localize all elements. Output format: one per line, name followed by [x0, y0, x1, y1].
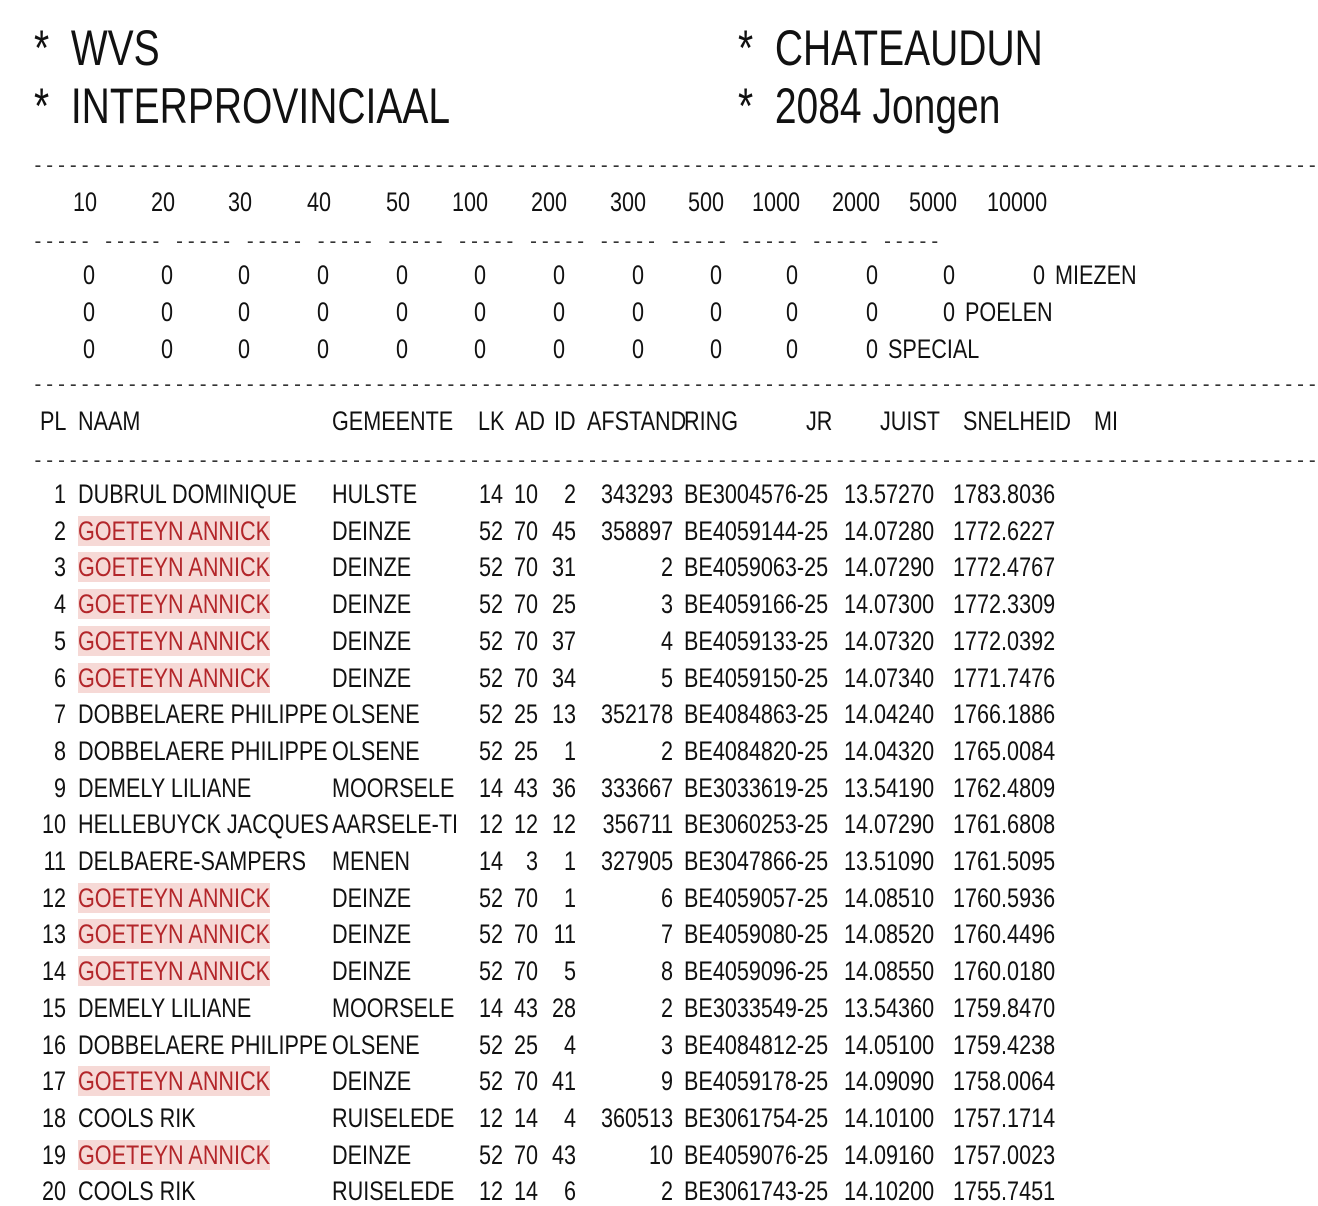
cell-id: 41 [551, 1066, 576, 1096]
cell-afstand: 2 [660, 736, 673, 766]
cell-id: 36 [551, 773, 576, 803]
cell-juist: 14.04240 [844, 699, 935, 729]
cell-snelheid: 1762.4809 [953, 773, 1056, 803]
cell-ring: BE4059096-25 [684, 956, 829, 986]
cell-pl: 16 [41, 1030, 66, 1060]
cell-naam: DEMELY LILIANE [78, 993, 252, 1023]
cell-naam: GOETEYN ANNICK [78, 552, 271, 582]
stake-value: 0 [82, 260, 95, 290]
cell-afstand: 4 [660, 626, 673, 656]
cell-snelheid: 1765.0084 [953, 736, 1056, 766]
stake-value: 0 [865, 297, 878, 327]
cell-afstand: 3 [660, 589, 673, 619]
cell-ring: BE3061754-25 [684, 1103, 829, 1133]
cell-naam: COOLS RIK [78, 1176, 196, 1206]
separator-header-top: ------------------------------------------------------------------------------------------------------------- [32, 372, 1318, 396]
cell-ring: BE4084820-25 [684, 736, 829, 766]
stake-value: 0 [473, 334, 486, 364]
cell-lk: 52 [479, 919, 504, 949]
cell-id: 6 [563, 1176, 576, 1206]
stake-header: 500 [687, 187, 724, 217]
cell-naam: GOETEYN ANNICK [78, 626, 271, 656]
cell-naam: GOETEYN ANNICK [78, 956, 271, 986]
cell-ring: BE4059133-25 [684, 626, 829, 656]
col-snelheid: SNELHEID [963, 406, 1072, 436]
cell-ad: 70 [513, 1066, 538, 1096]
cell-pl: 8 [53, 736, 66, 766]
stake-value: 0 [1032, 260, 1045, 290]
cell-gemeente: OLSENE [332, 736, 420, 766]
stake-row-label: POELEN [965, 297, 1053, 327]
separator-top: ------------------------------------------------------------------------------------------------------------- [32, 153, 1318, 177]
cell-ad: 70 [513, 1140, 538, 1170]
cell-gemeente: DEINZE [332, 883, 412, 913]
stake-value: 0 [631, 334, 644, 364]
cell-ad: 12 [513, 809, 538, 839]
cell-pl: 10 [41, 809, 66, 839]
cell-gemeente: OLSENE [332, 699, 420, 729]
cell-ring: BE3047866-25 [684, 846, 829, 876]
cell-id: 11 [553, 919, 576, 949]
cell-juist: 14.08520 [844, 919, 935, 949]
stake-value: 0 [709, 334, 722, 364]
cell-juist: 13.51090 [844, 846, 935, 876]
cell-ad: 43 [513, 993, 538, 1023]
cell-ring: BE3033549-25 [684, 993, 829, 1023]
cell-gemeente: OLSENE [332, 1030, 420, 1060]
cell-juist: 14.07320 [844, 626, 935, 656]
stake-value: 0 [785, 297, 798, 327]
separator-stakes: ----- ----- ----- ----- ----- ----- ----- ----- ----- ----- ----- ----- ----- [32, 229, 941, 253]
cell-snelheid: 1759.8470 [953, 993, 1056, 1023]
cell-pl: 19 [41, 1140, 66, 1170]
cell-snelheid: 1766.1886 [953, 699, 1056, 729]
cell-afstand: 10 [648, 1140, 673, 1170]
cell-naam: DEMELY LILIANE [78, 773, 252, 803]
cell-naam: GOETEYN ANNICK [78, 1140, 271, 1170]
cell-id: 1 [563, 736, 576, 766]
stake-value: 0 [82, 297, 95, 327]
cell-ad: 25 [513, 699, 538, 729]
stake-header: 40 [306, 187, 331, 217]
cell-id: 1 [563, 883, 576, 913]
cell-pl: 5 [53, 626, 66, 656]
cell-ad: 14 [513, 1176, 538, 1206]
cell-snelheid: 1760.4496 [953, 919, 1056, 949]
cell-ring: BE4059166-25 [684, 589, 829, 619]
cell-lk: 52 [479, 699, 504, 729]
cell-gemeente: MOORSELE [332, 773, 455, 803]
stake-value: 0 [316, 260, 329, 290]
stake-value: 0 [473, 297, 486, 327]
cell-naam: GOETEYN ANNICK [78, 1066, 271, 1096]
cell-pl: 3 [53, 552, 66, 582]
cell-lk: 52 [479, 736, 504, 766]
cell-ad: 70 [513, 663, 538, 693]
cell-ring: BE3004576-25 [684, 479, 829, 509]
cell-pl: 20 [41, 1176, 66, 1206]
cell-snelheid: 1755.7451 [953, 1176, 1056, 1206]
cell-naam: DELBAERE-SAMPERS [78, 846, 307, 876]
cell-pl: 2 [53, 516, 66, 546]
stake-value: 0 [160, 334, 173, 364]
cell-lk: 12 [479, 809, 504, 839]
col-jr: JR [806, 406, 833, 436]
cell-lk: 14 [479, 773, 504, 803]
stake-value: 0 [237, 260, 250, 290]
cell-pl: 17 [41, 1066, 66, 1096]
cell-ring: BE3060253-25 [684, 809, 829, 839]
cell-juist: 13.57270 [844, 479, 935, 509]
cell-snelheid: 1761.5095 [953, 846, 1056, 876]
cell-afstand: 343293 [600, 479, 673, 509]
cell-lk: 52 [479, 589, 504, 619]
col-id: ID [554, 406, 576, 436]
stake-value: 0 [237, 334, 250, 364]
col-naam: NAAM [78, 406, 141, 436]
cell-ring: BE4059057-25 [684, 883, 829, 913]
cell-naam: COOLS RIK [78, 1103, 196, 1133]
cell-lk: 52 [479, 883, 504, 913]
cell-gemeente: MENEN [332, 846, 411, 876]
cell-afstand: 7 [660, 919, 673, 949]
cell-afstand: 2 [660, 1176, 673, 1206]
cell-afstand: 2 [660, 993, 673, 1023]
cell-afstand: 2 [660, 552, 673, 582]
cell-lk: 14 [479, 993, 504, 1023]
col-gemeente: GEMEENTE [332, 406, 454, 436]
cell-afstand: 352178 [600, 699, 673, 729]
cell-juist: 13.54360 [844, 993, 935, 1023]
cell-snelheid: 1772.3309 [953, 589, 1056, 619]
cell-juist: 14.07290 [844, 809, 935, 839]
col-ad: AD [515, 406, 546, 436]
cell-ad: 70 [513, 552, 538, 582]
cell-gemeente: MOORSELE [332, 993, 455, 1023]
cell-juist: 14.04320 [844, 736, 935, 766]
col-pl: PL [40, 406, 67, 436]
stake-value: 0 [473, 260, 486, 290]
cell-ad: 70 [513, 516, 538, 546]
cell-ad: 25 [513, 1030, 538, 1060]
cell-lk: 12 [479, 1176, 504, 1206]
cell-id: 37 [551, 626, 576, 656]
cell-snelheid: 1760.5936 [953, 883, 1056, 913]
cell-ad: 3 [525, 846, 538, 876]
cell-afstand: 9 [660, 1066, 673, 1096]
cell-ad: 70 [513, 919, 538, 949]
cell-id: 4 [563, 1030, 576, 1060]
stake-value: 0 [865, 334, 878, 364]
cell-id: 2 [563, 479, 576, 509]
cell-lk: 52 [479, 1140, 504, 1170]
cell-snelheid: 1783.8036 [953, 479, 1056, 509]
cell-juist: 14.07280 [844, 516, 935, 546]
cell-snelheid: 1772.4767 [953, 552, 1056, 582]
cell-ring: BE4059076-25 [684, 1140, 829, 1170]
cell-snelheid: 1757.1714 [953, 1103, 1056, 1133]
cell-juist: 14.05100 [844, 1030, 935, 1060]
separator-header-bottom: ------------------------------------------------------------------------------------------------------------- [32, 448, 1318, 472]
cell-afstand: 6 [660, 883, 673, 913]
cell-id: 45 [551, 516, 576, 546]
cell-gemeente: DEINZE [332, 956, 412, 986]
stake-value: 0 [395, 334, 408, 364]
cell-id: 4 [563, 1103, 576, 1133]
cell-ad: 70 [513, 883, 538, 913]
stake-value: 0 [942, 260, 955, 290]
cell-pl: 13 [41, 919, 66, 949]
stake-value: 0 [82, 334, 95, 364]
stake-header: 5000 [908, 187, 957, 217]
cell-afstand: 8 [660, 956, 673, 986]
cell-ad: 10 [513, 479, 538, 509]
cell-ring: BE4059144-25 [684, 516, 829, 546]
cell-lk: 52 [479, 552, 504, 582]
cell-gemeente: DEINZE [332, 1066, 412, 1096]
cell-naam: DOBBELAERE PHILIPPE [78, 736, 328, 766]
cell-gemeente: RUISELEDE [332, 1176, 455, 1206]
cell-naam: GOETEYN ANNICK [78, 919, 271, 949]
cell-ad: 43 [513, 773, 538, 803]
cell-naam: GOETEYN ANNICK [78, 589, 271, 619]
cell-snelheid: 1758.0064 [953, 1066, 1056, 1096]
cell-snelheid: 1772.6227 [953, 516, 1056, 546]
cell-naam: HELLEBUYCK JACQUES [78, 809, 329, 839]
cell-ring: BE4059178-25 [684, 1066, 829, 1096]
cell-naam: DOBBELAERE PHILIPPE [78, 1030, 328, 1060]
col-juist: JUIST [880, 406, 941, 436]
cell-gemeente: DEINZE [332, 663, 412, 693]
cell-naam: DUBRUL DOMINIQUE [78, 479, 297, 509]
stake-header: 2000 [831, 187, 880, 217]
cell-juist: 13.54190 [844, 773, 935, 803]
cell-lk: 14 [479, 479, 504, 509]
cell-lk: 52 [479, 1066, 504, 1096]
stake-header: 10000 [986, 187, 1047, 217]
cell-gemeente: DEINZE [332, 626, 412, 656]
stake-value: 0 [395, 260, 408, 290]
cell-pl: 6 [53, 663, 66, 693]
cell-gemeente: HULSTE [332, 479, 418, 509]
cell-gemeente: DEINZE [332, 589, 412, 619]
cell-ad: 70 [513, 626, 538, 656]
cell-ring: BE3033619-25 [684, 773, 829, 803]
stake-header: 50 [385, 187, 410, 217]
col-ring: RING [684, 406, 738, 436]
cell-naam: DOBBELAERE PHILIPPE [78, 699, 328, 729]
cell-juist: 14.09160 [844, 1140, 935, 1170]
cell-juist: 14.10200 [844, 1176, 935, 1206]
stake-value: 0 [316, 297, 329, 327]
cell-snelheid: 1760.0180 [953, 956, 1056, 986]
cell-pl: 7 [53, 699, 66, 729]
cell-juist: 14.08510 [844, 883, 935, 913]
stake-value: 0 [552, 260, 565, 290]
cell-gemeente: DEINZE [332, 516, 412, 546]
cell-ad: 70 [513, 956, 538, 986]
cell-id: 25 [551, 589, 576, 619]
competition-title: * INTERPROVINCIAAL [34, 78, 451, 134]
stake-header: 1000 [751, 187, 800, 217]
stake-value: 0 [942, 297, 955, 327]
cell-pl: 9 [53, 773, 66, 803]
col-afstand: AFSTAND [587, 406, 687, 436]
cell-afstand: 360513 [600, 1103, 673, 1133]
race-category: * 2084 Jongen [738, 78, 1001, 134]
cell-pl: 1 [53, 479, 66, 509]
cell-afstand: 358897 [600, 516, 673, 546]
cell-pl: 11 [43, 846, 66, 876]
cell-juist: 14.08550 [844, 956, 935, 986]
cell-id: 31 [551, 552, 576, 582]
stake-value: 0 [709, 260, 722, 290]
cell-juist: 14.10100 [844, 1103, 935, 1133]
stake-row-label: MIEZEN [1055, 260, 1137, 290]
cell-lk: 12 [479, 1103, 504, 1133]
cell-naam: GOETEYN ANNICK [78, 883, 271, 913]
cell-pl: 14 [41, 956, 66, 986]
cell-id: 13 [551, 699, 576, 729]
cell-ring: BE3061743-25 [684, 1176, 829, 1206]
stake-header: 200 [530, 187, 567, 217]
cell-lk: 52 [479, 663, 504, 693]
cell-lk: 52 [479, 956, 504, 986]
cell-gemeente: RUISELEDE [332, 1103, 455, 1133]
cell-lk: 52 [479, 1030, 504, 1060]
cell-id: 28 [551, 993, 576, 1023]
cell-juist: 14.07290 [844, 552, 935, 582]
stake-value: 0 [785, 260, 798, 290]
cell-juist: 14.09090 [844, 1066, 935, 1096]
cell-pl: 4 [53, 589, 66, 619]
stake-header: 300 [609, 187, 646, 217]
cell-ad: 14 [513, 1103, 538, 1133]
cell-gemeente: DEINZE [332, 919, 412, 949]
cell-lk: 14 [479, 846, 504, 876]
cell-snelheid: 1771.7476 [953, 663, 1056, 693]
stake-value: 0 [709, 297, 722, 327]
stake-header: 10 [72, 187, 97, 217]
stake-row-label: SPECIAL [888, 334, 980, 364]
cell-gemeente: DEINZE [332, 1140, 412, 1170]
cell-id: 1 [563, 846, 576, 876]
cell-naam: GOETEYN ANNICK [78, 663, 271, 693]
cell-pl: 12 [41, 883, 66, 913]
stake-value: 0 [552, 297, 565, 327]
cell-lk: 52 [479, 516, 504, 546]
cell-snelheid: 1759.4238 [953, 1030, 1056, 1060]
cell-ad: 70 [513, 589, 538, 619]
stake-value: 0 [160, 260, 173, 290]
stake-value: 0 [160, 297, 173, 327]
cell-pl: 15 [41, 993, 66, 1023]
stake-header: 100 [451, 187, 488, 217]
cell-afstand: 333667 [600, 773, 673, 803]
stake-value: 0 [785, 334, 798, 364]
cell-snelheid: 1761.6808 [953, 809, 1056, 839]
cell-lk: 52 [479, 626, 504, 656]
stake-value: 0 [237, 297, 250, 327]
cell-juist: 14.07340 [844, 663, 935, 693]
cell-snelheid: 1772.0392 [953, 626, 1056, 656]
club-title: * WVS [34, 20, 160, 76]
stake-header: 20 [150, 187, 175, 217]
cell-id: 5 [563, 956, 576, 986]
cell-ad: 25 [513, 736, 538, 766]
cell-id: 43 [551, 1140, 576, 1170]
cell-afstand: 5 [660, 663, 673, 693]
stake-value: 0 [552, 334, 565, 364]
cell-ring: BE4059063-25 [684, 552, 829, 582]
stake-value: 0 [631, 260, 644, 290]
cell-afstand: 356711 [602, 809, 673, 839]
cell-gemeente: DEINZE [332, 552, 412, 582]
cell-ring: BE4059150-25 [684, 663, 829, 693]
cell-naam: GOETEYN ANNICK [78, 516, 271, 546]
cell-juist: 14.07300 [844, 589, 935, 619]
cell-id: 34 [551, 663, 576, 693]
col-lk: LK [478, 406, 505, 436]
cell-afstand: 3 [660, 1030, 673, 1060]
cell-ring: BE4084812-25 [684, 1030, 829, 1060]
col-mi: MI [1094, 406, 1118, 436]
cell-id: 12 [551, 809, 576, 839]
stake-header: 30 [227, 187, 252, 217]
cell-snelheid: 1757.0023 [953, 1140, 1056, 1170]
stake-value: 0 [631, 297, 644, 327]
cell-ring: BE4084863-25 [684, 699, 829, 729]
cell-afstand: 327905 [600, 846, 673, 876]
cell-pl: 18 [41, 1103, 66, 1133]
stake-value: 0 [865, 260, 878, 290]
cell-ring: BE4059080-25 [684, 919, 829, 949]
race-location: * CHATEAUDUN [738, 20, 1043, 76]
cell-gemeente: AARSELE-TI [332, 809, 459, 839]
stake-value: 0 [395, 297, 408, 327]
stake-value: 0 [316, 334, 329, 364]
